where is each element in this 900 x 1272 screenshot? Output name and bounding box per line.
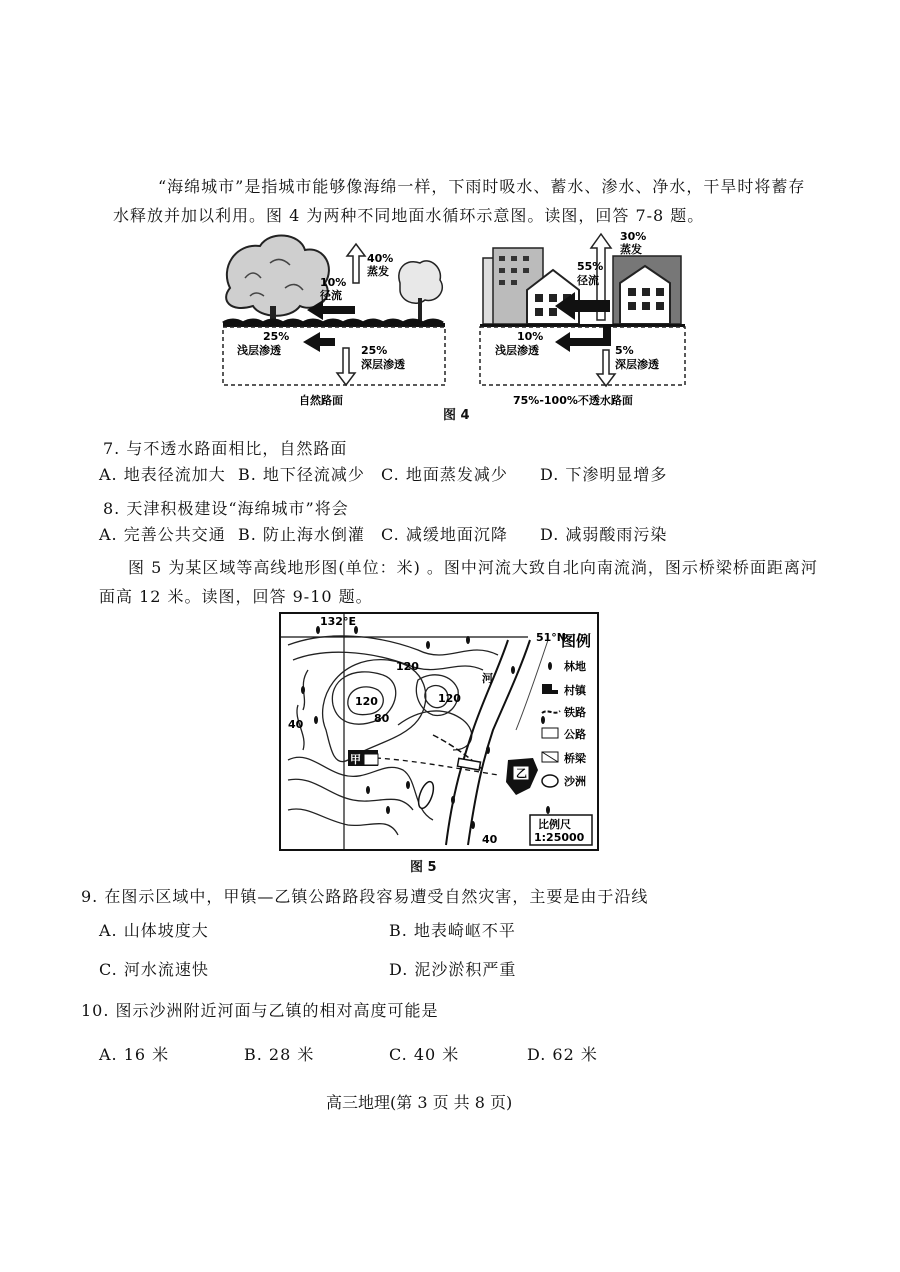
legend-road: 公路 bbox=[564, 728, 586, 741]
left-evap-label: 蒸发 bbox=[367, 265, 389, 278]
left-deep-label: 深层渗透 bbox=[361, 358, 405, 371]
right-runoff-label: 径流 bbox=[577, 274, 599, 287]
right-evap-label: 蒸发 bbox=[620, 243, 642, 256]
legend-railway: 铁路 bbox=[564, 706, 586, 719]
right-caption: 75%-100%不透水路面 bbox=[513, 394, 633, 407]
tree-icon bbox=[226, 235, 329, 315]
left-deep-pct: 25% bbox=[361, 344, 388, 357]
left-shallow-label: 浅层渗透 bbox=[237, 344, 281, 357]
contour-label-2: 120 bbox=[355, 695, 378, 708]
right-evap-pct: 30% bbox=[620, 230, 647, 243]
town-yi-label: 乙 bbox=[516, 767, 527, 780]
intro2-line-2: 面高 12 米。读图，回答 9-10 题。 bbox=[99, 587, 373, 606]
page-footer: 高三地理(第 3 页 共 8 页) bbox=[326, 1093, 513, 1112]
left-shallow-pct: 25% bbox=[263, 330, 290, 343]
figure-5-title: 图 5 bbox=[410, 860, 437, 875]
evaporation-arrow bbox=[347, 244, 365, 283]
contour-label-1: 120 bbox=[396, 660, 419, 673]
legend-town: 村镇 bbox=[564, 684, 586, 697]
left-evap-pct: 40% bbox=[367, 252, 394, 265]
legend-sandbar: 沙洲 bbox=[564, 775, 586, 788]
left-caption: 自然路面 bbox=[299, 394, 343, 407]
shallow-infiltration-arrow bbox=[303, 332, 335, 352]
q9-stem: 9. 在图示区域中，甲镇—乙镇公路路段容易遭受自然灾害，主要是由于沿线 bbox=[81, 887, 649, 906]
q8-option-a[interactable]: A. 完善公共交通 bbox=[99, 525, 226, 544]
q10-stem: 10. 图示沙洲附近河面与乙镇的相对高度可能是 bbox=[81, 1001, 439, 1020]
scale-label: 比例尺 bbox=[538, 818, 571, 831]
q10-option-b[interactable]: B. 28 米 bbox=[244, 1045, 315, 1064]
legend-bridge: 桥梁 bbox=[564, 752, 586, 765]
town-jia-label: 甲 bbox=[350, 753, 361, 766]
lat-label: 51°N bbox=[536, 631, 567, 644]
left-runoff-label: 径流 bbox=[320, 289, 342, 302]
q10-option-c[interactable]: C. 40 米 bbox=[389, 1045, 460, 1064]
legend-title: 图例 bbox=[561, 632, 592, 650]
q7-option-c[interactable]: C. 地面蒸发减少 bbox=[381, 465, 508, 484]
q7-option-d[interactable]: D. 下渗明显增多 bbox=[540, 465, 668, 484]
right-runoff-pct: 55% bbox=[577, 260, 604, 273]
right-shallow-pct: 10% bbox=[517, 330, 544, 343]
q8-option-d[interactable]: D. 减弱酸雨污染 bbox=[540, 525, 668, 544]
deep-infiltration-arrow bbox=[337, 348, 355, 385]
right-deep-label: 深层渗透 bbox=[615, 358, 659, 371]
intro-line-1: “海绵城市”是指城市能够像海绵一样，下雨时吸水、蓄水、渗水、净水，干旱时将蓄存 bbox=[158, 177, 806, 196]
right-deep-pct: 5% bbox=[615, 344, 634, 357]
intro2-line-1: 图 5 为某区域等高线地形图(单位：米) 。图中河流大致自北向南流淌，图示桥梁桥面距离河 bbox=[128, 558, 818, 577]
q9-option-b[interactable]: B. 地表崎岖不平 bbox=[389, 921, 516, 940]
q7-option-b[interactable]: B. 地下径流减少 bbox=[238, 465, 365, 484]
figure-4-diagram bbox=[215, 228, 695, 408]
natural-surface-panel bbox=[223, 235, 445, 385]
q10-option-d[interactable]: D. 62 米 bbox=[527, 1045, 598, 1064]
contour-label-4: 80 bbox=[374, 712, 390, 725]
river-label: 河 bbox=[482, 672, 493, 685]
lon-label: 132°E bbox=[320, 615, 356, 628]
contour-label-3: 120 bbox=[438, 692, 461, 705]
q8-stem: 8. 天津积极建设“海绵城市”将会 bbox=[103, 499, 349, 518]
intro-line-2: 水释放并加以利用。图 4 为两种不同地面水循环示意图。读图，回答 7-8 题。 bbox=[113, 206, 705, 225]
legend-forest: 林地 bbox=[564, 660, 586, 673]
deep-infiltration-arrow-2 bbox=[597, 350, 615, 386]
q7-stem: 7. 与不透水路面相比，自然路面 bbox=[103, 439, 348, 458]
contour-label-5: 40 bbox=[288, 718, 304, 731]
q7-option-a[interactable]: A. 地表径流加大 bbox=[99, 465, 226, 484]
q10-option-a[interactable]: A. 16 米 bbox=[99, 1045, 170, 1064]
small-tree-icon bbox=[399, 261, 442, 303]
q9-option-c[interactable]: C. 河水流速快 bbox=[99, 960, 209, 979]
q8-option-b[interactable]: B. 防止海水倒灌 bbox=[238, 525, 365, 544]
figure-5-map bbox=[268, 610, 608, 854]
scale-value: 1:25000 bbox=[534, 831, 585, 844]
contour-label-6: 40 bbox=[482, 833, 498, 846]
q9-option-d[interactable]: D. 泥沙淤积严重 bbox=[389, 960, 517, 979]
q8-option-c[interactable]: C. 减缓地面沉降 bbox=[381, 525, 508, 544]
shallow-infiltration-arrow-2 bbox=[555, 324, 611, 352]
figure-4-title: 图 4 bbox=[443, 408, 470, 423]
right-shallow-label: 浅层渗透 bbox=[495, 344, 539, 357]
q9-option-a[interactable]: A. 山体坡度大 bbox=[99, 921, 209, 940]
left-runoff-pct: 10% bbox=[320, 276, 347, 289]
